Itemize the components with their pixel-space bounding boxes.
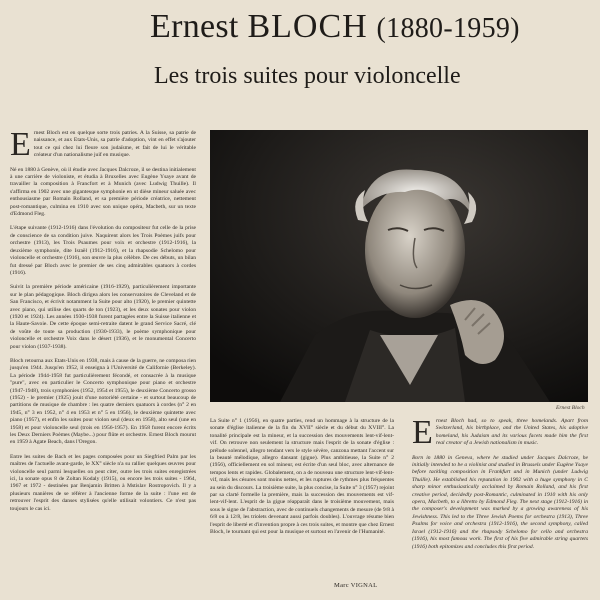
author-signature: Marc VIGNAL — [334, 582, 378, 589]
composer-first-name: Ernest — [150, 8, 239, 45]
english-text-column-right — [412, 414, 588, 558]
paragraph: L'étape suivante (1912-1916) dans l'évolution du compositeur fut celle de la prise de conscience de sa condition juive. Naquirent alors les Trois Poèmes juifs pour orchestre (1913), les Trois Psaumes pour voix et orchestre (1912-1916), la deuxième symphonie, dite Israël (1912-1916), et la rhapsodie Schelomo pour violoncelle et orchestre (1916), son œuvre la plus célèbre. De ces débuts, un bilan fut dressé par Bloch avec le premier de ses cinq admirables quatuors à cordes (1916). — [10, 225, 196, 276]
paragraph: Suivit la première période américaine (1916-1929), particulièrement importante sur le plan pédagogique. Bloch dirigea alors les conservatoires de Cleveland et de San Francisco, et écrivit notamment la Suite pour alto (1920), le premier quintette avec piano, qui utilise des quarts de ton (1923), et les deux sonates pour violon (1920 et 1924). Les années 1930-1938 furent partagées entre la Suisse italienne et la Haute-Savoie. De cette époque semi-retraite datent le grand Service Sacré, clé de voûte de toute sa production (1930-1933), le poème symphonique pour violoncelle et orchestre Voix dans le désert (1936), et le monumental Concerto pour violon (1937-1938). — [10, 284, 196, 350]
paragraph: Ernest Bloch est en quelque sorte trois patries. A la Suisse, sa patrie de naissance, et aux Etats-Unis, sa patrie d'adoption, vint en effet s'ajouter tout ce qui chez lui fleure son judaïsme, et fait de lui le véritable créateur d'un nationalisme juif en musique. — [10, 126, 196, 163]
paragraph: Bloch retourna aux Etats-Unis en 1938, mais à cause de la guerre, ne composa rien jusqu'en 1944. Jusqu'en 1952, il enseigna à l'Université de Californie (Berkeley). La période 1944-1958 fut particulièrement fécondé, et consacrée à la musique "pure", avec en particulier le Concerto symphonique pour piano et orchestre (1947-1948), trois symphonies (1952, 1954 et 1955), le deuxième Concerto grosso (1952) - le premier (1925) jouit d'une notoriété certaine - et surtout beaucoup de partitions de musique de chambre : les quatre derniers quatuors à cordes (n° 2 en 1945, n° 3 en 1952, n° 4 en 1953 et n° 5 en 1956), le deuxième quintette avec piano (1957), et enfin les suites pour violon seul (deux en 1958), alto seul (une en 1958) et pour violoncelle seul (trois en 1956-1957). En 1958 furent encore écrits les Deux Derniers Poèmes (Maybe...) pour flûte et orchestre. Ernest Bloch mourut en 1959 à Agate Beach, dans l'Oregon. — [10, 357, 196, 446]
drop-cap: E — [412, 414, 433, 451]
french-text-column-left — [10, 126, 196, 520]
portrait-photo — [210, 130, 588, 402]
paragraph: Né en 1880 à Genève, où il étudie avec Jacques Dalcroze, il se destina initialement à une carrière de violoniste, et étudia à Bruxelles avec Eugène Ysaye avant de travailler la composition à Francfort et à Munich (avec Ludwig Thuille). Il s'affirma en 1902 avec une gigantesque symphonie en ut dièse mineur saluée avec enthousiasme par Romain Rolland, et sa première période créatrice, nettement post-romantique, culmina en 1910 avec son unique opéra, Macbeth, sur un texte d'Edmond Fleg. — [10, 166, 196, 218]
paragraph: La Suite n° 1 (1956), en quatre parties, rend un hommage à la structure de la sonate d'église italienne de la fin du XVII° siècle et du début du XVIII°. La tonalité principale est la mineur, et la succession des mouvements lent-vif-lent-vif. On retrouve non seulement la structure mais l'esprit de la sonate d'église : prélude solennel, allegro tendant vers le style sévère, canzona mettant l'accent sur la beauté mélodique, allegro dansant (gigue). Plus ambitieuse, la Suite n° 2 (1956), officiellement en sol mineur, est écrite d'un seul bloc, avec alternance de tempos lents et rapides. Globalement, on a de nouveau une structure lent-vif-lent-vif, mais les césures sont moins nettes, et les ruptures de rythmes plus fréquentes au sein du discours. La troisième suite, la plus concise, la Suite n° 3 (1957) rejoint par sa clarté formelle la première, mais la succession des mouvements est vif-lent-vif-lent. L'esprit de la gigue réapparaît dans le troisième mouvement, mais sous le signe de l'abstraction, avec de continuels changements de mesure (de 9/8 à 6/8 ou à 12/8, les triolets devenant aussi parfois doubles). L'ouvrage résume bien l'esprit de liberté et d'invention propre à ces trois suites, et montre que chez Ernest Bloch, le tournant qui est pour la musique et surtout en l'avenir de l'Humanité. — [210, 418, 394, 536]
photo-caption: Ernest Bloch — [556, 405, 585, 411]
composer-last-name: BLOCH — [247, 8, 368, 45]
paragraph: Ernest Bloch had, so to speak, three homelands. Apart from Switzerland, his birthplace, and the United States, his adoptive homeland, his Judaism and its various facets made him the first real creator of a Jewish nationalism in music. — [412, 414, 588, 451]
paragraph: Entre les suites de Bach et les pages composées pour un Siegfried Palm par les maîtres de l'actuelle avant-garde, le XX° siècle n'a su rallier quelques œuvres pour violoncelle seul parmi lesquelles on peut citer, outre les trois suites enregistrées ici, la sonate opus 8 de Zoltan Kodaly (1915), ou encore les trois suites - 1964, 1967 et 1972 - destinées par Benjamin Britten à Mstislav Rostropovich. Il y a plusieurs manières de se référer à l'ancienne forme de la suite : l'une est de retrouver l'esprit des danses stylisées qu'elle utilisait volontiers. Ce n'est pas toujours le cas ici. — [10, 453, 196, 512]
portrait-illustration — [210, 130, 588, 402]
composer-dates: (1880-1959) — [376, 13, 520, 44]
page-title — [150, 8, 590, 48]
page-subtitle: Les trois suites pour violoncelle — [154, 63, 461, 89]
drop-cap: E — [10, 126, 31, 163]
french-text-column-middle — [210, 418, 394, 544]
paragraph: Born in 1880 in Geneva, where he studied under Jacques Dalcroze, he initially intended to be a violinist and studied in Brussels under Eugène Ysaye before tackling composition in Frankfurt and in Munich (under Ludwig Thuille). He established his reputation in 1902 with a huge symphony in C sharp minor enthusiastically acclaimed by Romain Rolland, and his first creative period, decidedly post-Romantic, culminated in 1910 with his only opera, Macbeth, to a libretto by Edmond Fleg. The next stage (1912-1916) in the composer's development was marked by a growing awareness of his Jewishness. This led to the Three Jewish Poems for orchestra (1913), Three Psalms for voice and orchestra (1912-1916), the second symphony, called Israel (1912-1916) and the rhapsody Schelomo for cello and orchestra (1916), his most famous work. The first of his five admirable string quartets (1916) both epitomizes and concludes this first period. — [412, 454, 588, 550]
